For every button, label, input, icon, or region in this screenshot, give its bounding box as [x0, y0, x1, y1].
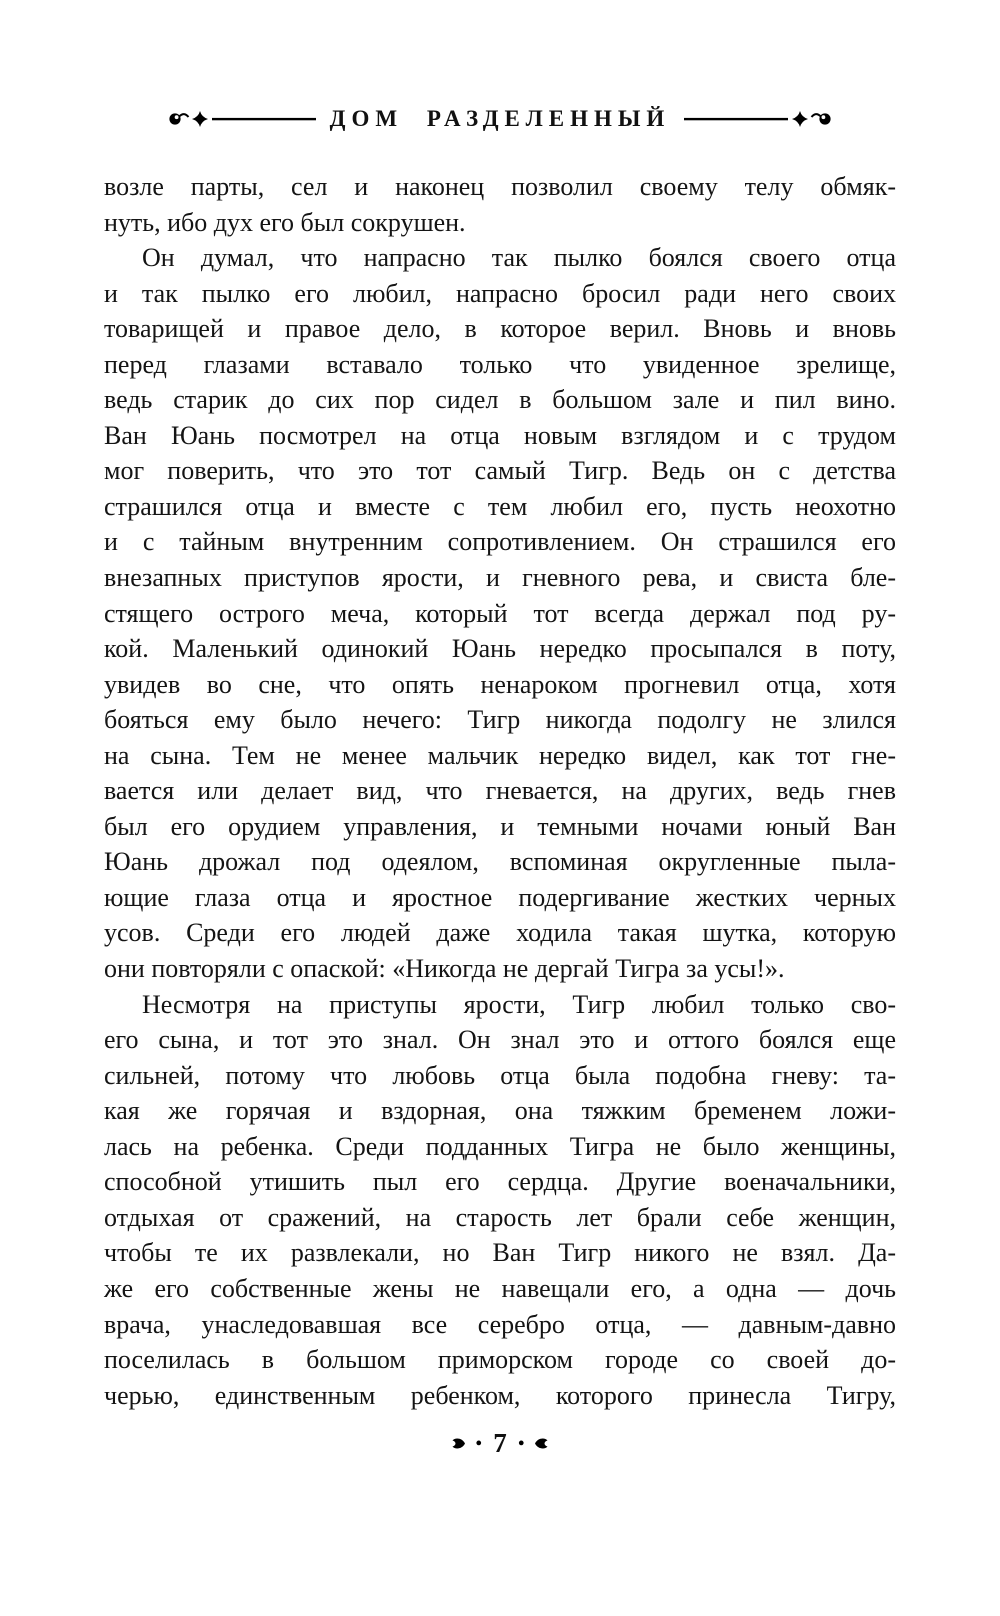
running-header — [0, 106, 1000, 132]
text-line: стящего острого меча, который тот всегда держал под ру- — [104, 598, 896, 628]
text-line: внезапных приступов ярости, и гневного рева, и свиста бле- — [104, 563, 896, 593]
text-line: кой. Маленький одинокий Юань нередко просыпался в поту, — [104, 634, 896, 664]
text-line: и так пылко его любил, напрасно бросил ради него своих — [104, 278, 896, 308]
text-line: товарищей и правое дело, в которое верил. Вновь и вновь — [104, 314, 896, 344]
footer-ornament-left-icon — [451, 1436, 466, 1451]
text-line: усов. Среди его людей даже ходила такая шутка, которую — [104, 918, 896, 948]
text-line: отдыхая от сражений, на старость лет брали себе женщин, — [104, 1202, 896, 1232]
text-line: вается или делает вид, что гневается, на других, ведь гнев — [104, 776, 896, 806]
text-line: кая же горячая и вздорная, она тяжким бременем ложи- — [104, 1096, 896, 1126]
book-title: ДОМ РАЗДЕЛЕННЫЙ — [329, 106, 671, 131]
header-ornament-right-icon — [684, 108, 834, 130]
page-number: 7 — [493, 1428, 507, 1458]
text-line: черью, единственным ребенком, которого принесла Тигру, — [104, 1380, 896, 1410]
text-line: и с тайным внутренним сопротивлением. Он страшился его — [104, 527, 896, 557]
text-line: Юань дрожал под одеялом, вспоминая округленные пыла- — [104, 847, 896, 877]
text-line: страшился отца и вместе с тем любил его, пусть неохотно — [104, 491, 896, 521]
page-footer — [0, 1428, 1000, 1459]
text-line: был его орудием управления, и темными ночами юный Ван — [104, 811, 896, 841]
footer-dot-right: • — [517, 1432, 525, 1455]
body-text — [104, 169, 896, 1413]
text-line: на сына. Тем не менее мальчик нередко видел, как тот гне- — [104, 740, 896, 770]
text-line: возле парты, сел и наконец позволил своему телу обмяк- — [104, 172, 896, 201]
header-ornament-left-icon — [166, 108, 316, 130]
text-line: ведь старик до сих пор сидел в большом зале и пил вино. — [104, 385, 896, 415]
text-line: Ван Юань посмотрел на отца новым взглядом и с трудом — [104, 420, 896, 450]
text-line: его сына, и тот это знал. Он знал это и оттого боялся еще — [104, 1025, 896, 1055]
text-line: лась на ребенка. Среди подданных Тигра не было женщины, — [104, 1131, 896, 1161]
text-line: поселилась в большом приморском городе со своей до- — [104, 1345, 896, 1375]
text-line: перед глазами вставало только что увиденное зрелище, — [104, 349, 896, 379]
footer-dot-left: • — [475, 1432, 483, 1455]
text-line: чтобы те их развлекали, но Ван Тигр никого не взял. Да- — [104, 1238, 896, 1268]
text-line: же его собственные жены не навещали его, а одна — дочь — [104, 1273, 896, 1303]
text-line: Несмотря на приступы ярости, Тигр любил только сво- — [142, 989, 896, 1019]
text-line: они повторяли с опаской: «Никогда не дергай Тигра за усы!». — [104, 954, 785, 984]
text-line: Он думал, что напрасно так пылко боялся своего отца — [142, 243, 896, 273]
text-line: бояться ему было нечего: Тигр никогда подолгу не злился — [104, 705, 896, 735]
text-line: ющие глаза отца и яростное подергивание жестких черных — [104, 882, 896, 912]
footer-ornament-right-icon — [534, 1436, 549, 1451]
text-line: способной утишить пыл его сердца. Другие военачальники, — [104, 1167, 896, 1197]
text-line: нуть, ибо дух его был сокрушен. — [104, 207, 466, 237]
text-line: сильней, потому что любовь отца была подобна гневу: та- — [104, 1060, 896, 1090]
text-line: увидев во сне, что опять ненароком прогневил отца, хотя — [104, 669, 896, 699]
text-line: врача, унаследовавшая все серебро отца, — давным-давно — [104, 1309, 896, 1339]
text-line: мог поверить, что это тот самый Тигр. Ведь он с детства — [104, 456, 896, 486]
